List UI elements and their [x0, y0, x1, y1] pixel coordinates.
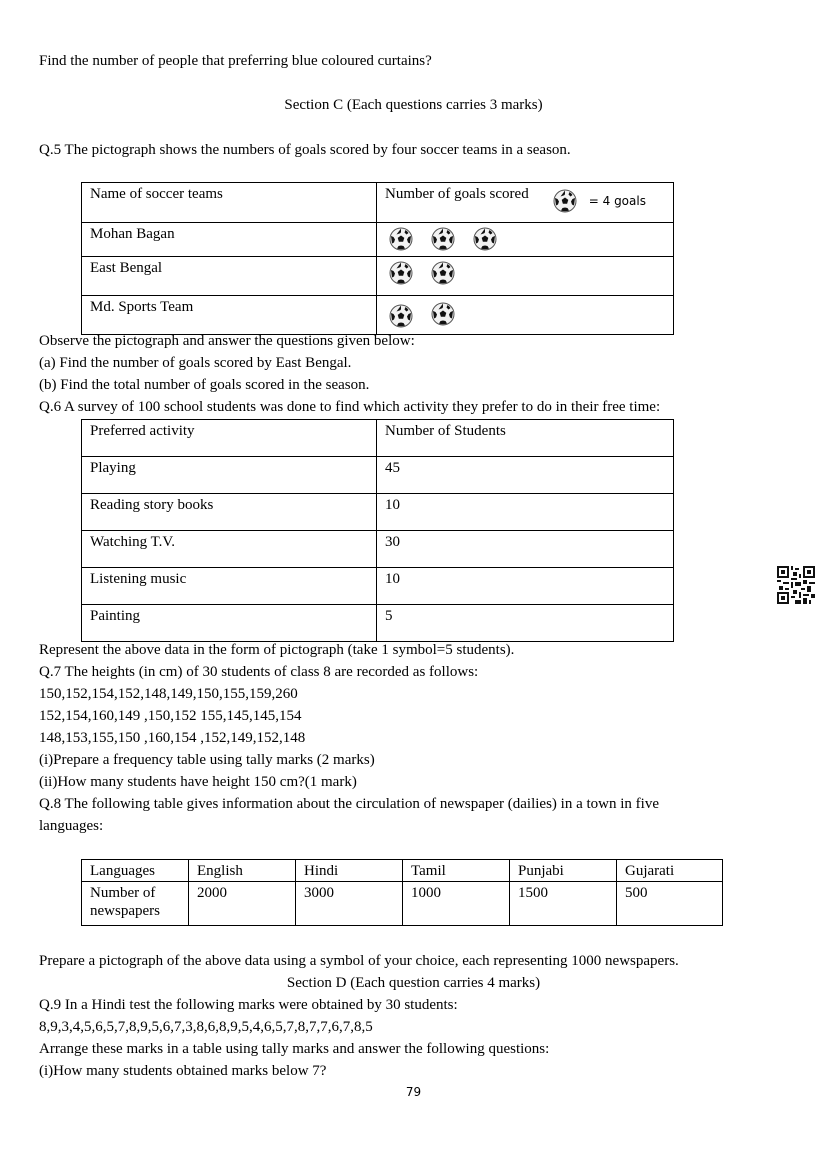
students-cell: 5 — [377, 605, 674, 642]
heights-line-2: 152,154,160,149 ,150,152 155,145,145,154 — [39, 708, 302, 724]
activity-cell: Listening music — [82, 568, 377, 605]
question-8: Q.8 The following table gives information about the circulation of newspaper (dailies) in a town in five — [39, 796, 659, 812]
mohan-bagan-balls — [389, 225, 509, 251]
students-cell: 45 — [377, 457, 674, 494]
count-cell: 3000 — [296, 882, 403, 926]
goals-md-sports — [377, 296, 674, 335]
students-cell: 10 — [377, 568, 674, 605]
activity-cell: Watching T.V. — [82, 531, 377, 568]
partial-soccer-ball-icon — [474, 262, 496, 284]
count-cell: 2000 — [189, 882, 296, 926]
students-header: Number of Students — [377, 420, 674, 457]
students-cell: 10 — [377, 494, 674, 531]
heights-line-3: 148,153,155,150 ,160,154 ,152,149,152,148 — [39, 730, 306, 746]
soccer-header-goals-label: Number of goals scored — [385, 186, 529, 202]
language-cell: English — [189, 860, 296, 882]
soccer-ball-icon — [432, 303, 454, 325]
question-7: Q.7 The heights (in cm) of 30 students of class 8 are recorded as follows: — [39, 664, 479, 680]
goals-mohan-bagan — [377, 223, 674, 257]
soccer-ball-icon — [390, 262, 412, 284]
heights-line-1: 150,152,154,152,148,149,150,155,159,260 — [39, 686, 298, 702]
qr-code-icon — [777, 566, 815, 604]
question-5b: (b) Find the total number of goals scored in the season. — [39, 377, 370, 393]
question-blue-curtains: Find the number of people that preferring blue coloured curtains? — [39, 53, 432, 69]
md-sports-balls — [389, 298, 509, 328]
soccer-header-team: Name of soccer teams — [82, 183, 377, 223]
activity-cell: Reading story books — [82, 494, 377, 531]
question-7ii: (ii)How many students have height 150 cm?(1 mark) — [39, 774, 357, 790]
question-9: Q.9 In a Hindi test the following marks were obtained by 30 students: — [39, 997, 458, 1013]
soccer-ball-icon — [432, 262, 454, 284]
soccer-ball-icon — [474, 228, 496, 250]
count-cell: 500 — [617, 882, 723, 926]
languages-label: Languages — [82, 860, 189, 882]
language-cell: Gujarati — [617, 860, 723, 882]
activity-table — [81, 419, 674, 642]
arrange-instruction: Arrange these marks in a table using tally marks and answer the following questions: — [39, 1041, 550, 1057]
soccer-ball-icon — [553, 189, 577, 213]
observe-instruction: Observe the pictograph and answer the questions given below: — [39, 333, 415, 349]
legend-label: = 4 goals — [588, 194, 646, 208]
goals-legend — [553, 189, 646, 213]
count-cell: 1500 — [510, 882, 617, 926]
question-8-cont: languages: — [39, 818, 104, 834]
activity-cell: Playing — [82, 457, 377, 494]
count-cell: 1000 — [403, 882, 510, 926]
marks-list: 8,9,3,4,5,6,5,7,8,9,5,6,7,3,8,6,8,9,5,4,6,5,7,8,7,7,6,7,8,5 — [39, 1019, 373, 1035]
section-c-heading: Section C (Each questions carries 3 marks) — [284, 97, 543, 113]
east-bengal-balls — [389, 259, 509, 285]
represent-instruction: Represent the above data in the form of pictograph (take 1 symbol=5 students). — [39, 642, 515, 658]
language-cell: Hindi — [296, 860, 403, 882]
team-name-md-sports: Md. Sports Team — [82, 296, 377, 335]
activity-cell: Painting — [82, 605, 377, 642]
section-d-heading: Section D (Each question carries 4 marks) — [286, 975, 541, 991]
soccer-pictograph-table — [81, 182, 674, 335]
language-cell: Tamil — [403, 860, 510, 882]
activity-header: Preferred activity — [82, 420, 377, 457]
students-cell: 30 — [377, 531, 674, 568]
newspapers-label: Number of newspapers — [82, 882, 189, 926]
language-cell: Punjabi — [510, 860, 617, 882]
question-5a: (a) Find the number of goals scored by East Bengal. — [39, 355, 352, 371]
question-9i: (i)How many students obtained marks below 7? — [39, 1063, 327, 1079]
soccer-header-goals — [377, 183, 674, 223]
goals-east-bengal — [377, 257, 674, 296]
team-name-east-bengal: East Bengal — [82, 257, 377, 296]
soccer-ball-icon — [390, 228, 412, 250]
soccer-ball-icon — [432, 228, 454, 250]
page-number: 79 — [405, 1085, 422, 1099]
prepare-instruction: Prepare a pictograph of the above data using a symbol of your choice, each representing 1000 newspapers. — [39, 953, 679, 969]
soccer-ball-icon — [390, 305, 412, 327]
question-5: Q.5 The pictograph shows the numbers of goals scored by four soccer teams in a season. — [39, 142, 571, 158]
newspaper-table — [81, 859, 723, 926]
question-7i: (i)Prepare a frequency table using tally marks (2 marks) — [39, 752, 375, 768]
question-6: Q.6 A survey of 100 school students was done to find which activity they prefer to do in their free time: — [39, 399, 661, 415]
team-name-mohan-bagan: Mohan Bagan — [82, 223, 377, 257]
